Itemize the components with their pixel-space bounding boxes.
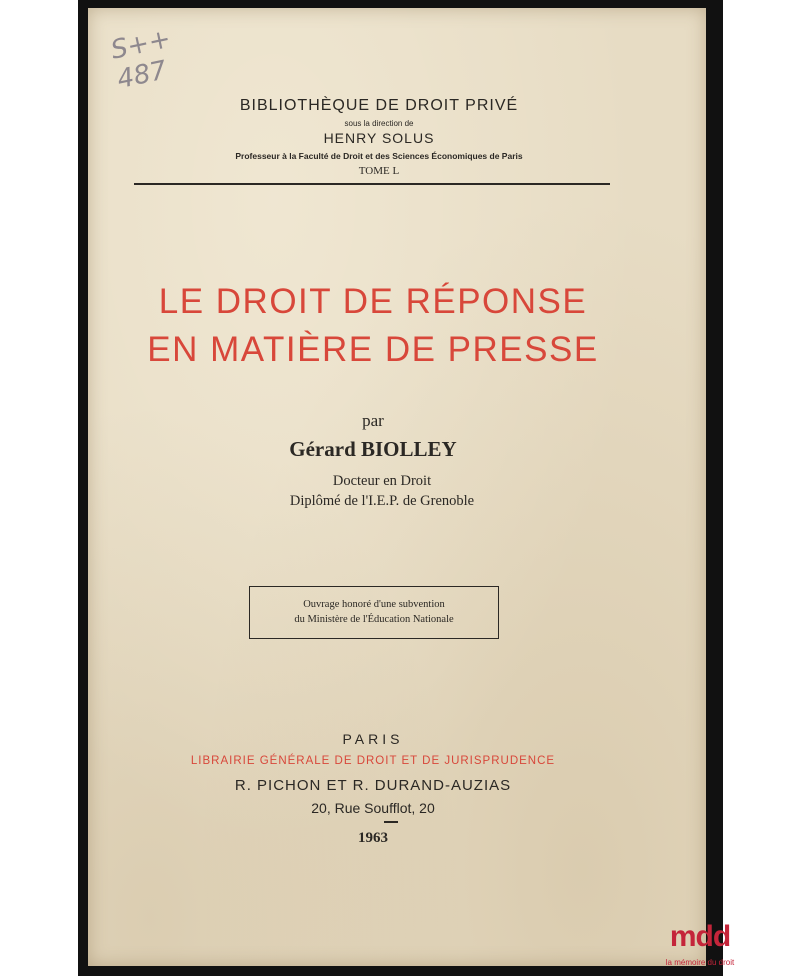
series-volume: TOME L bbox=[358, 165, 400, 177]
series-direction-label: sous la direction de bbox=[344, 119, 414, 128]
series-director-title: Professeur à la Faculté de Droit et des Sciences Économiques de Paris bbox=[235, 151, 523, 161]
author-name: Gérard BIOLLEY bbox=[289, 437, 457, 461]
publication-year: 1963 bbox=[358, 830, 388, 846]
by-label: par bbox=[362, 411, 384, 430]
publisher-city: PARIS bbox=[342, 731, 404, 747]
publisher-owners: R. PICHON ET R. DURAND-AUZIAS bbox=[234, 777, 512, 794]
book-title-line-2: EN MATIÈRE DE PRESSE bbox=[147, 330, 599, 369]
handwritten-note: S++ 487 bbox=[108, 23, 174, 96]
book-title bbox=[64, 278, 682, 374]
watermark-logo: mdd bbox=[669, 920, 731, 953]
author-credential-2: Diplômé de l'I.E.P. de Grenoble bbox=[289, 493, 475, 509]
subsidy-notice-box bbox=[249, 586, 499, 639]
series-director: HENRY SOLUS bbox=[323, 130, 435, 146]
publisher-name: LIBRAIRIE GÉNÉRALE DE DROIT ET DE JURISPRUDENCE bbox=[190, 755, 556, 767]
subsidy-notice-line-1: Ouvrage honoré d'une subvention bbox=[303, 599, 445, 610]
series-name: BIBLIOTHÈQUE DE DROIT PRIVÉ bbox=[239, 97, 519, 114]
year-dash bbox=[384, 821, 398, 823]
author-credentials bbox=[73, 471, 691, 511]
divider-rule bbox=[134, 183, 610, 185]
book-title-line-1: LE DROIT DE RÉPONSE bbox=[158, 282, 588, 321]
subsidy-notice-line-2: du Ministère de l'Éducation Nationale bbox=[294, 614, 454, 625]
watermark-tagline: la mémoire du droit bbox=[665, 958, 735, 967]
watermark bbox=[640, 920, 760, 972]
author-credential-1: Docteur en Droit bbox=[332, 473, 432, 489]
publisher-address: 20, Rue Soufflot, 20 bbox=[311, 800, 435, 816]
